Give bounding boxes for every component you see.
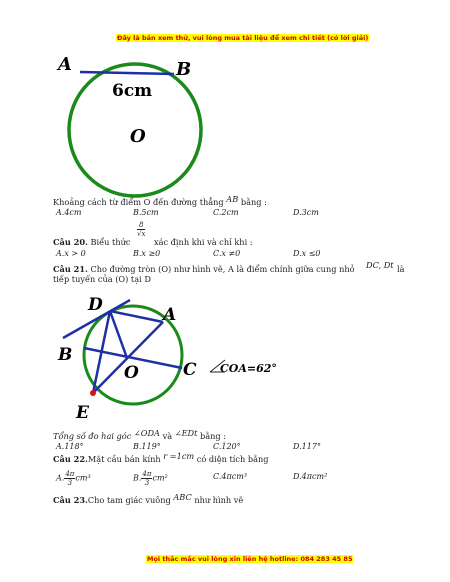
q23-math-abc: ABC [173, 492, 192, 502]
length-label: 6cm [112, 81, 153, 101]
q22-label: Câu 22. [53, 454, 88, 464]
q23-label: Câu 23. [53, 495, 88, 505]
q21-option-b: B.119° [133, 442, 161, 451]
point-e-dot [90, 390, 96, 396]
q19-option-a: A.4cm [56, 208, 82, 217]
figure-circle-chord [50, 50, 220, 200]
q23-text-after: như hình vẽ [194, 495, 244, 505]
q20-option-a: A.x > 0 [56, 249, 86, 258]
point-a-label: A [58, 54, 72, 75]
q22-option-b-num: 4π [142, 470, 152, 478]
q23-stem [53, 492, 244, 505]
q21-stem-line2: tiếp tuyến của (O) tại D [53, 274, 151, 284]
q22-stem [53, 451, 269, 464]
q23-text: Cho tam giác vuông [87, 495, 171, 505]
point-c-label: C [183, 360, 197, 380]
q22-text-after: có diện tích bằng [196, 454, 269, 464]
q20-frac-num: 8 [138, 221, 144, 229]
point-a-label: A [163, 305, 177, 325]
point-b-label: B [176, 59, 192, 80]
q20-text: Biểu thức [90, 237, 131, 247]
q20-option-b: B.x ≥0 [133, 249, 161, 258]
q22-option-a [56, 470, 91, 487]
q19-option-d: D.3cm [293, 208, 319, 217]
q21-label: Câu 21. [53, 264, 88, 274]
figure-circle-tangent [50, 290, 290, 420]
q20-option-c: C.x ≠0 [213, 249, 241, 258]
q19-option-b: B.5cm [133, 208, 159, 217]
q19-text-after: bằng : [240, 197, 267, 207]
q22-option-d: D.4πcm² [293, 472, 328, 481]
q21-math-dc-dt: DC, Dt [366, 260, 394, 270]
q21-math-oda: ∠ODA [133, 428, 160, 438]
q21-stem-line1 [53, 264, 355, 274]
q22-text: Mặt cầu bán kính [87, 454, 161, 464]
q21-option-d: D.117° [293, 442, 321, 451]
angle-annotation: COA=62° [220, 362, 277, 375]
q22-option-a-unit: cm³ [75, 473, 91, 483]
q22-option-a-num: 4π [65, 470, 75, 478]
header-banner: Đây là bản xem thử, vui lòng mua tài liệu để xem chi tiết (có lời giải) [117, 34, 369, 42]
q20-option-d: D.x ≤0 [293, 249, 321, 258]
q21-stem [53, 428, 227, 441]
point-b-label: B [58, 345, 73, 365]
chord-ab [80, 72, 174, 74]
q21-option-a: A.118° [56, 442, 84, 451]
q20-fraction [137, 221, 145, 238]
q22-option-a-den: 3 [67, 479, 73, 487]
q22-option-b-unit: cm² [152, 473, 168, 483]
q19-math-ab: AB [226, 194, 239, 204]
q22-option-b-den: 3 [144, 479, 150, 487]
q19-stem [53, 194, 267, 207]
q21-stem-text: Tổng số đo hai góc [53, 431, 132, 441]
q20-frac-den: √x [137, 230, 146, 238]
q21-text: Cho đường tròn (O) như hình vẽ, A là điểm chính giữa cung nhỏ [90, 264, 355, 274]
q21-tail: bằng : [200, 431, 227, 441]
q20-text-after: xác định khi và chỉ khi : [154, 237, 253, 247]
q22-option-c: C.4πcm³ [213, 472, 247, 481]
q21-math-edt: ∠EDt [174, 428, 198, 438]
q20-label: Câu 20. [53, 237, 88, 247]
point-d-label: D [88, 295, 103, 315]
q21-and: và [162, 431, 173, 441]
q22-option-b [133, 470, 168, 487]
center-o-label: O [124, 363, 139, 383]
q22-option-a-prefix: A. [56, 473, 65, 483]
point-e-label: E [76, 403, 89, 420]
q22-option-b-prefix: B. [133, 473, 142, 483]
center-o-label: O [130, 126, 146, 147]
q20-stem [53, 237, 130, 247]
q19-text: Khoảng cách từ điểm O đến đường thẳng [53, 197, 224, 207]
q21-text-la: là [397, 264, 405, 274]
footer-banner: Mọi thắc mắc vui lòng xin liên hệ hotline: 084 283 45 85 [147, 555, 353, 563]
q21-option-c: C.120° [213, 442, 241, 451]
q19-option-c: C.2cm [213, 208, 239, 217]
q22-math-r: r =1cm [163, 451, 195, 461]
segment-do [110, 311, 127, 358]
